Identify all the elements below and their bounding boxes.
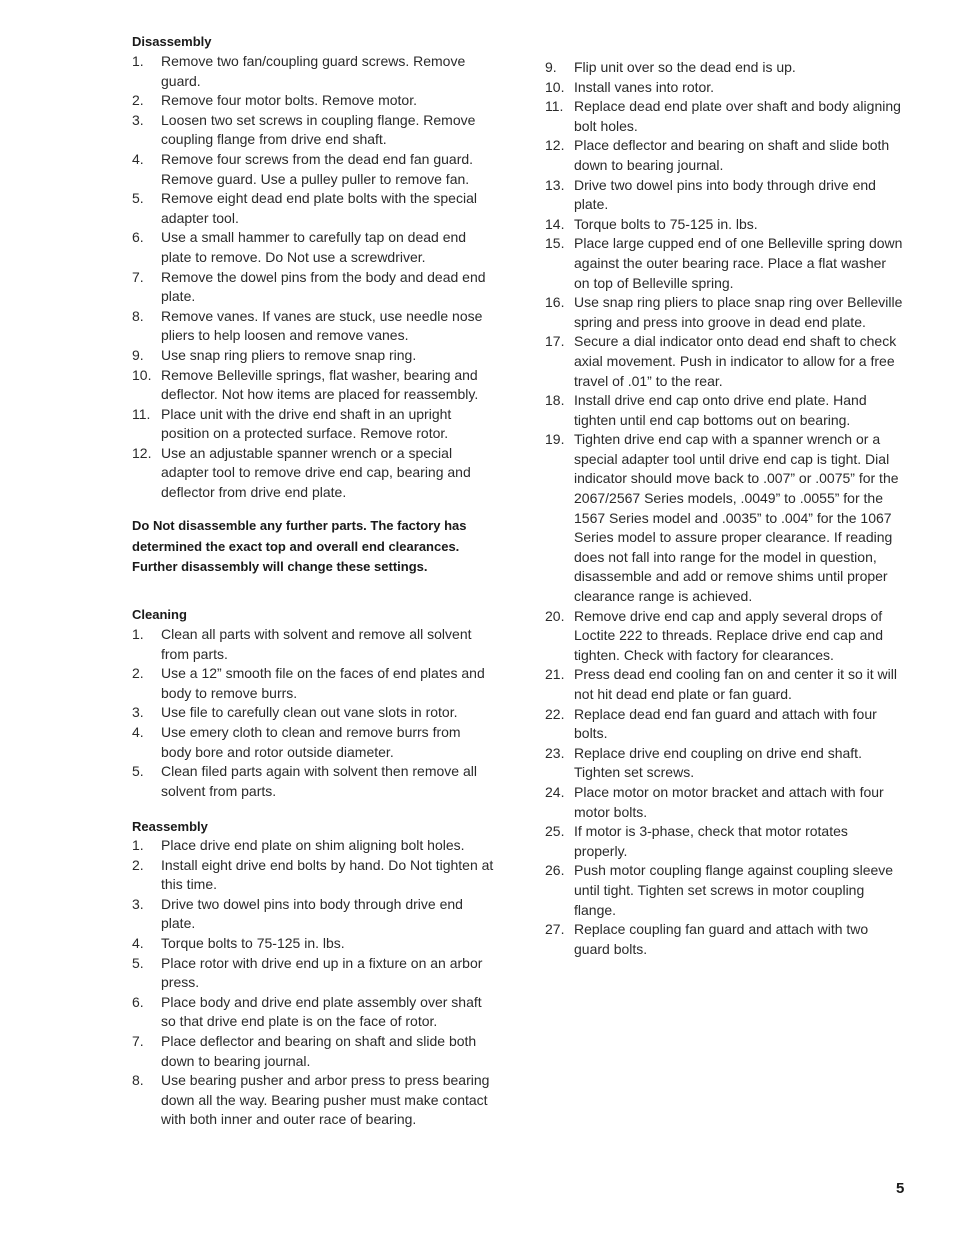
step-number: 2. [132,856,144,873]
step-text: Torque bolts to 75-125 in. lbs. [161,934,345,951]
list-item [132,111,494,150]
step-text: Remove Belleville springs, flat washer, bearing and deflector. Not how items are placed for reassembly. [161,366,479,403]
step-number: 12. [545,137,565,154]
step-number: 9. [545,59,557,75]
page-number: 5 [896,1180,905,1197]
step-number: 5. [132,763,144,780]
step-number: 10. [132,366,152,383]
list-item [132,52,494,91]
step-number: 18. [545,392,565,409]
list-item [132,1071,494,1130]
step-number: 4. [132,723,144,740]
list-item [132,189,494,228]
step-number: 10. [545,78,565,95]
step-text: Drive two dowel pins into body through drive end plate. [574,176,876,213]
step-number: 3. [132,111,144,128]
step-text: Remove four screws from the dead end fan guard. Remove guard. Use a pulley puller to remove fan. [161,150,474,187]
list-item [545,861,905,920]
step-text: Clean filed parts again with solvent then remove all solvent from parts. [161,763,477,799]
cleaning-steps [132,625,494,801]
step-number: 25. [545,823,565,840]
list-item [132,954,494,993]
step-text: Install eight drive end bolts by hand. Do Not tighten at this time. [161,856,494,893]
step-number: 3. [132,895,144,912]
list-item [545,58,905,78]
list-item [545,136,905,175]
step-text: Place motor on motor bracket and attach with four motor bolts. [574,783,884,820]
list-item [132,228,494,267]
list-item [545,215,905,235]
step-text: Remove eight dead end plate bolts with the special adapter tool. [161,190,477,226]
step-text: Use bearing pusher and arbor press to press bearing down all the way. Bearing pusher must make contact with both inner and outer race of bearing. [161,1072,490,1128]
step-text: Place drive end plate on shim aligning bolt holes. [161,837,465,853]
step-text: Replace dead end plate over shaft and body aligning bolt holes. [574,98,901,134]
step-number: 7. [132,1032,144,1049]
step-number: 26. [545,862,565,879]
step-number: 2. [132,665,144,682]
list-item [545,744,905,783]
step-text: Remove four motor bolts. Remove motor. [161,92,417,109]
step-number: 21. [545,666,565,683]
list-item [132,346,494,366]
step-number: 11. [132,405,151,422]
step-text: Place rotor with drive end up in a fixture on an arbor press. [161,954,483,991]
step-text: Press dead end cooling fan on and center it so it will not hit dead end plate or fan guard. [574,666,897,702]
step-number: 5. [132,190,144,207]
step-number: 9. [132,346,144,363]
list-item [132,366,494,405]
list-item [132,1032,494,1071]
step-text: Place deflector and bearing on shaft and slide both down to bearing journal. [161,1032,477,1069]
step-number: 12. [132,444,152,461]
step-number: 24. [545,783,565,800]
step-text: Replace drive end coupling on drive end shaft. Tighten set screws. [574,744,862,781]
step-text: Replace coupling fan guard and attach with two guard bolts. [574,921,869,957]
step-number: 2. [132,92,144,109]
list-item [132,625,494,664]
list-item [545,293,905,332]
list-item [545,97,905,136]
step-text: Remove the dowel pins from the body and dead end plate. [161,268,486,305]
step-text: Drive two dowel pins into body through drive end plate. [161,895,463,932]
step-text: If motor is 3-phase, check that motor rotates properly. [574,823,848,859]
step-number: 5. [132,954,144,971]
step-text: Install drive end cap onto drive end plate. Hand tighten until end cap bottoms out on bearing. [574,392,867,428]
step-number: 20. [545,607,565,624]
step-number: 1. [132,837,144,853]
list-item [545,391,905,430]
reassembly-steps [132,836,494,1130]
step-text: Use file to carefully clean out vane slots in rotor. [161,704,458,721]
warning-note: Do Not disassemble any further parts. The factory has determined the exact top and overall end clearances. Further disassembly will change these settings. [132,518,467,574]
step-text: Place deflector and bearing on shaft and slide both down to bearing journal. [574,137,890,173]
list-item [545,665,905,704]
list-item [545,705,905,744]
step-text: Place body and drive end plate assembly over shaft so that drive end plate is on the face of rotor. [161,993,482,1030]
step-number: 16. [545,294,565,311]
cleaning-heading: Cleaning [132,607,187,622]
step-text: Install vanes into rotor. [574,78,715,95]
step-text: Replace dead end fan guard and attach with four bolts. [574,705,877,742]
disassembly-steps [132,52,494,503]
step-number: 4. [132,934,144,951]
step-number: 1. [132,53,144,69]
reassembly-steps-continued [545,58,905,959]
list-item [132,444,494,503]
list-item [132,934,494,954]
step-text: Remove drive end cap and apply several drops of Loctite 222 to threads. Replace drive end cap and tighten. Check with factory for clearances. [574,607,883,663]
step-number: 13. [545,176,565,193]
step-number: 7. [132,268,144,285]
list-item [545,920,905,959]
list-item [545,78,905,98]
step-number: 19. [545,431,565,448]
step-number: 23. [545,744,565,761]
step-number: 8. [132,307,144,324]
list-item [132,91,494,111]
step-number: 1. [132,626,144,642]
list-item [132,993,494,1032]
step-number: 15. [545,235,565,252]
list-item [545,234,905,293]
list-item [132,856,494,895]
step-text: Place large cupped end of one Belleville spring down against the outer bearing race. Place a flat washer on top of Belleville spring. [574,235,903,291]
step-text: Flip unit over so the dead end is up. [574,59,796,75]
step-number: 6. [132,229,144,246]
list-item [545,783,905,822]
step-text: Remove vanes. If vanes are stuck, use needle nose pliers to help loosen and remove vanes. [161,307,483,344]
list-item [132,723,494,762]
step-text: Use snap ring pliers to place snap ring over Belleville spring and press into groove in dead end plate. [574,294,903,330]
step-number: 14. [545,215,565,232]
step-text: Secure a dial indicator onto dead end shaft to check axial movement. Push in indicator to allow for a free travel of .01” to the rear. [574,333,897,389]
step-text: Remove two fan/coupling guard screws. Remove guard. [161,53,466,89]
step-text: Clean all parts with solvent and remove all solvent from parts. [161,626,472,662]
step-text: Use a small hammer to carefully tap on dead end plate to remove. Do Not use a screwdriver. [161,229,467,265]
list-item [132,836,494,856]
reassembly-heading: Reassembly [132,819,208,834]
step-number: 17. [545,333,565,350]
list-item [132,895,494,934]
list-item [132,762,494,801]
step-text: Tighten drive end cap with a spanner wrench or a special adapter tool until drive end cap is tight. Dial indicator should move back to .007” or .0075” for the 2067/2567 Series models, .0049” to .0055” for the 1567 Series model and .0035” to .004” for the 1067 Series model to assure proper clearance. If reading does not fall into range for the model in question, disassemble and add or remove shims until proper clearance range is achieved. [574,431,899,605]
step-number: 22. [545,705,565,722]
step-text: Place unit with the drive end shaft in an upright position on a protected surface. Remove rotor. [161,405,452,442]
list-item [132,405,494,444]
list-item [545,607,905,666]
step-text: Use a 12” smooth file on the faces of end plates and body to remove burrs. [161,665,485,701]
list-item [132,268,494,307]
step-number: 11. [545,98,564,115]
step-text: Torque bolts to 75-125 in. lbs. [574,215,758,232]
step-text: Loosen two set screws in coupling flange. Remove coupling flange from drive end shaft. [161,111,476,148]
list-item [545,176,905,215]
list-item [132,307,494,346]
step-text: Use an adjustable spanner wrench or a special adapter tool to remove drive end cap, bearing and deflector from drive end plate. [161,444,471,501]
list-item [132,150,494,189]
list-item [132,664,494,703]
list-item [545,822,905,861]
disassembly-heading: Disassembly [132,34,212,49]
step-number: 6. [132,993,144,1010]
list-item [545,332,905,391]
list-item [545,430,905,606]
step-text: Use emery cloth to clean and remove burrs from body bore and rotor outside diameter. [161,723,461,760]
step-number: 27. [545,921,565,938]
step-text: Push motor coupling flange against coupling sleeve until tight. Tighten set screws in motor coupling flange. [574,862,894,918]
step-number: 8. [132,1072,144,1089]
list-item [132,703,494,723]
step-number: 3. [132,704,144,721]
step-text: Use snap ring pliers to remove snap ring. [161,346,417,363]
step-number: 4. [132,150,144,167]
